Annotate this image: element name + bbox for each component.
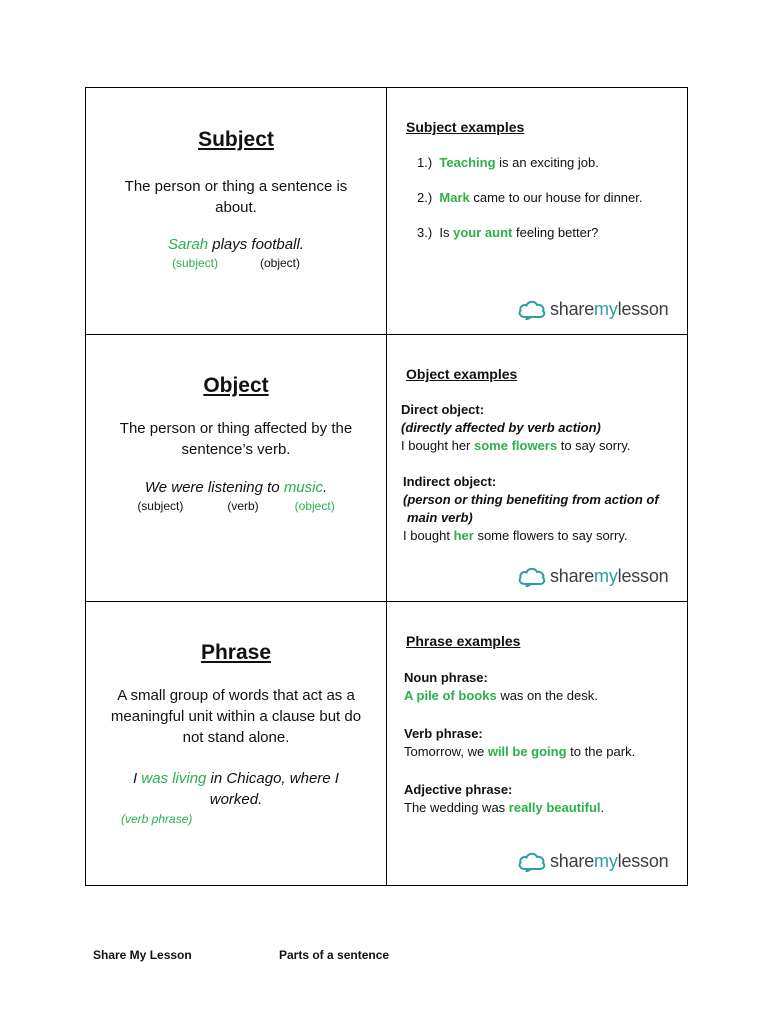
example-rest: came to our house for dinner. bbox=[469, 190, 643, 205]
verb-phrase-label: (verb phrase) bbox=[121, 812, 193, 826]
logo-text-lesson: lesson bbox=[617, 850, 669, 871]
phrase-example-sentence bbox=[86, 768, 386, 810]
subject-example-highlight: Sarah bbox=[168, 236, 209, 253]
footer-right: Parts of a sentence bbox=[279, 948, 390, 962]
example-before: Is bbox=[439, 225, 454, 240]
example-number: 1.) bbox=[417, 155, 433, 170]
logo-text-share: share bbox=[550, 850, 595, 871]
logo-text-my: my bbox=[594, 298, 618, 319]
example-highlight: her bbox=[453, 528, 474, 543]
phrase-definition-line-1: A small group of words that act as a bbox=[117, 687, 355, 704]
example-rest: was on the desk. bbox=[496, 688, 598, 703]
sharemylesson-logo bbox=[517, 298, 668, 320]
example-highlight: A pile of books bbox=[404, 688, 497, 703]
logo-text-lesson: lesson bbox=[617, 565, 669, 586]
noun-phrase-label: Noun phrase: bbox=[404, 670, 488, 685]
subject-label: (subject) bbox=[137, 499, 184, 513]
object-example-labels bbox=[86, 499, 386, 513]
adjective-phrase-example bbox=[404, 799, 687, 817]
indirect-object-example bbox=[401, 527, 687, 545]
object-label: (object) bbox=[294, 499, 335, 513]
subject-definition-line-2: about. bbox=[215, 199, 257, 216]
object-label: (object) bbox=[260, 256, 301, 270]
subject-definition-line-1: The person or thing a sentence is bbox=[124, 178, 348, 195]
phrase-example-end: worked. bbox=[209, 791, 263, 808]
example-rest: to say sorry. bbox=[557, 438, 631, 453]
object-example-sentence bbox=[86, 479, 386, 496]
verb-phrase-label: Verb phrase: bbox=[404, 726, 483, 741]
subject-definition-cell bbox=[86, 128, 386, 270]
example-highlight: some flowers bbox=[474, 438, 558, 453]
indirect-object-note-1: (person or thing benefiting from action of bbox=[403, 492, 659, 507]
subject-example-labels bbox=[86, 256, 386, 270]
direct-object-note: (directly affected by verb action) bbox=[401, 420, 601, 435]
logo-text-lesson: lesson bbox=[617, 298, 669, 319]
example-rest: is an exciting job. bbox=[495, 155, 599, 170]
phrase-examples-cell bbox=[387, 633, 687, 817]
example-highlight: your aunt bbox=[453, 225, 513, 240]
phrase-example-start: I bbox=[133, 770, 142, 787]
footer-left: Share My Lesson bbox=[93, 948, 192, 962]
verb-phrase-example bbox=[404, 743, 687, 761]
adjective-phrase-label: Adjective phrase: bbox=[404, 782, 513, 797]
example-highlight: Mark bbox=[439, 190, 470, 205]
phrase-definition-line-2: meaningful unit within a clause but do bbox=[110, 708, 362, 725]
indirect-object-label: Indirect object: bbox=[403, 474, 497, 489]
cloud-icon bbox=[517, 298, 547, 320]
sharemylesson-logo bbox=[517, 565, 668, 587]
object-example-highlight: music bbox=[283, 479, 323, 496]
example-number: 3.) bbox=[417, 225, 433, 240]
object-examples-cell bbox=[387, 366, 687, 545]
subject-example-rest: plays football. bbox=[208, 236, 304, 253]
phrase-examples-heading: Phrase examples bbox=[406, 633, 521, 649]
phrase-example-highlight: was living bbox=[141, 770, 207, 787]
object-example-start: We were listening to bbox=[144, 479, 284, 496]
object-definition-line-1: The person or thing affected by the bbox=[119, 420, 353, 437]
object-definition-line-2: sentence’s verb. bbox=[181, 441, 291, 458]
object-example-end: . bbox=[322, 479, 328, 496]
cloud-icon bbox=[517, 850, 547, 872]
example-rest: some flowers to say sorry. bbox=[473, 528, 628, 543]
direct-object-example bbox=[401, 437, 687, 455]
subject-example-2 bbox=[406, 189, 687, 207]
object-title: Object bbox=[203, 374, 269, 397]
example-before: I bought bbox=[403, 528, 454, 543]
cloud-icon bbox=[517, 565, 547, 587]
logo-text-my: my bbox=[594, 850, 618, 871]
example-highlight: will be going bbox=[487, 744, 567, 759]
subject-title: Subject bbox=[198, 128, 274, 151]
logo-text-share: share bbox=[550, 565, 595, 586]
example-rest: to the park. bbox=[566, 744, 636, 759]
example-before: Tomorrow, we bbox=[404, 744, 488, 759]
logo-text-share: share bbox=[550, 298, 595, 319]
example-before: The wedding was bbox=[404, 800, 509, 815]
verb-label: (verb) bbox=[227, 499, 259, 513]
noun-phrase-example bbox=[404, 687, 687, 705]
flashcard-grid bbox=[85, 87, 688, 886]
row-divider-1 bbox=[86, 334, 687, 335]
logo-text-my: my bbox=[594, 565, 618, 586]
subject-label: (subject) bbox=[171, 256, 218, 270]
sharemylesson-logo bbox=[517, 850, 668, 872]
row-divider-2 bbox=[86, 601, 687, 602]
direct-object-label: Direct object: bbox=[401, 402, 485, 417]
subject-example-1 bbox=[406, 154, 687, 172]
phrase-title: Phrase bbox=[200, 641, 272, 664]
phrase-definition-cell bbox=[86, 641, 386, 826]
phrase-example-middle: in Chicago, where I bbox=[206, 770, 339, 787]
indirect-object-note-2: main verb) bbox=[407, 510, 473, 525]
subject-examples-heading: Subject examples bbox=[406, 119, 525, 135]
example-highlight: really beautiful bbox=[508, 800, 601, 815]
example-before: I bought her bbox=[401, 438, 474, 453]
example-rest: . bbox=[600, 800, 605, 815]
phrase-definition-line-3: not stand alone. bbox=[182, 729, 290, 746]
subject-example-sentence bbox=[86, 236, 386, 253]
subject-example-3 bbox=[406, 224, 687, 242]
example-number: 2.) bbox=[417, 190, 433, 205]
object-definition-cell bbox=[86, 374, 386, 513]
example-rest: feeling better? bbox=[512, 225, 599, 240]
example-highlight: Teaching bbox=[439, 155, 496, 170]
object-examples-heading: Object examples bbox=[406, 366, 518, 382]
subject-examples-cell bbox=[387, 119, 687, 242]
